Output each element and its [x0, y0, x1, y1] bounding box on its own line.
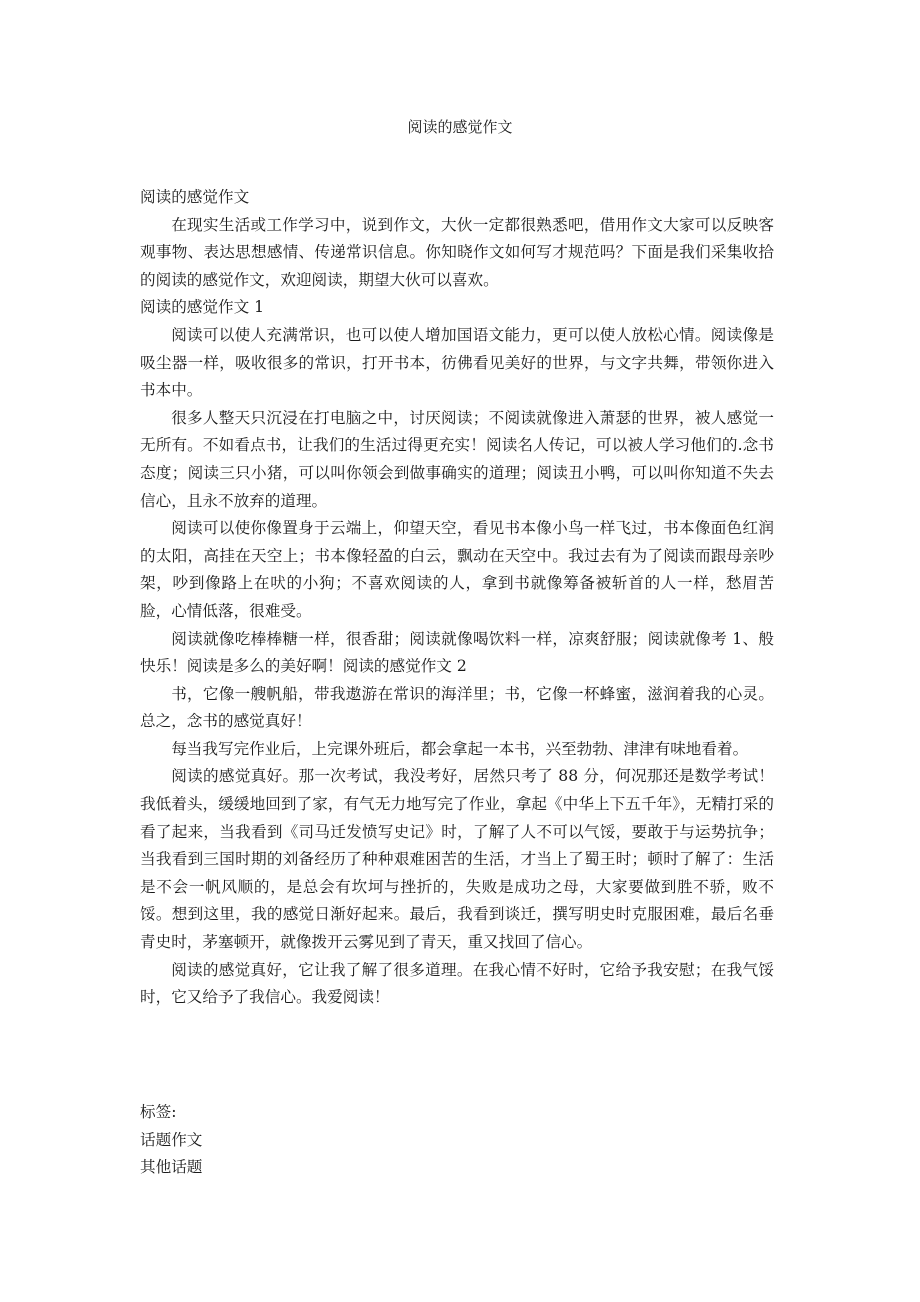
paragraph: 很多人整天只沉浸在打电脑之中，讨厌阅读；不阅读就像进入萧瑟的世界，被人感觉一无所有。不如看点书，让我们的生活过得更充实！阅读名人传记，可以被人学习他们的.念书态度；阅读三只小猪，可以叫你领会到做事确实的道理；阅读丑小鸭，可以叫你知道不失去信心，且永不放弃的道理。	[140, 408, 774, 510]
tag-link[interactable]: 话题作文	[140, 1130, 203, 1149]
paragraph: 阅读就像吃棒棒糖一样，很香甜；阅读就像喝饮料一样，凉爽舒服；阅读就像考 1、般快乐！阅读是多么的美好啊！阅读的感觉作文 2	[140, 629, 774, 676]
paragraph: 阅读可以使人充满常识，也可以使人增加国语文能力，更可以使人放松心情。阅读像是吸尘器一样，吸收很多的常识，打开书本，彷佛看见美好的世界，与文字共舞，带领你进入书本中。	[140, 325, 774, 400]
paragraph: 阅读的感觉真好。那一次考试，我没考好，居然只考了 88 分，何况那还是数学考试！我低着头，缓缓地回到了家，有气无力地写完了作业，拿起《中华上下五千年》，无精打采的看了起来，当我看到《司马迁发愤写史记》时，了解了人不可以气馁，要敢于与运势抗争；当我看到三国时期的刘备经历了种种艰难困苦的生活，才当上了蜀王时；顿时了解了：生活是不会一帆风顺的，是总会有坎坷与挫折的，失败是成功之母，大家要做到胜不骄，败不馁。想到这里，我的感觉日渐好起来。最后，我看到谈迁，撰写明史时克服困难，最后名垂青史时，茅塞顿开，就像拨开云雾见到了青天，重又找回了信心。	[140, 767, 774, 952]
tag-link[interactable]: 其他话题	[140, 1158, 203, 1177]
page-title: 阅读的感觉作文	[407, 118, 513, 136]
paragraph: 书，它像一艘帆船，带我遨游在常识的海洋里；书，它像一杯蜂蜜，滋润着我的心灵。总之，念书的感觉真好！	[140, 684, 774, 731]
section-heading: 阅读的感觉作文	[140, 188, 250, 206]
paragraph: 阅读可以使你像置身于云端上，仰望天空，看见书本像小鸟一样飞过，书本像面色红润的太阳，高挂在天空上；书本像轻盈的白云，飘动在天空中。我过去有为了阅读而跟母亲吵架，吵到像路上在吠的小狗；不喜欢阅读的人，拿到书就像筹备被斩首的人一样，愁眉苦脸，心情低落，很难受。	[140, 519, 774, 620]
paragraph: 阅读的感觉真好，它让我了解了很多道理。在我心情不好时，它给予我安慰；在我气馁时，它又给予了我信心。我爱阅读！	[140, 960, 774, 1007]
tags-label: 标签:	[140, 1103, 177, 1121]
document-body	[140, 184, 774, 1012]
paragraph: 每当我写完作业后，上完课外班后，都会拿起一本书，兴至勃勃、津津有味地看着。	[171, 739, 749, 758]
intro-paragraph: 在现实生活或工作学习中，说到作文，大伙一定都很熟悉吧，借用作文大家可以反映客观事物、表达思想感情、传递常识信息。你知晓作文如何写才规范吗？下面是我们采集收拾的阅读的感觉作文，欢迎阅读，期望大伙可以喜欢。	[140, 215, 774, 289]
tags-section	[140, 1099, 202, 1182]
essay-1-heading: 阅读的感觉作文 1	[140, 298, 265, 317]
